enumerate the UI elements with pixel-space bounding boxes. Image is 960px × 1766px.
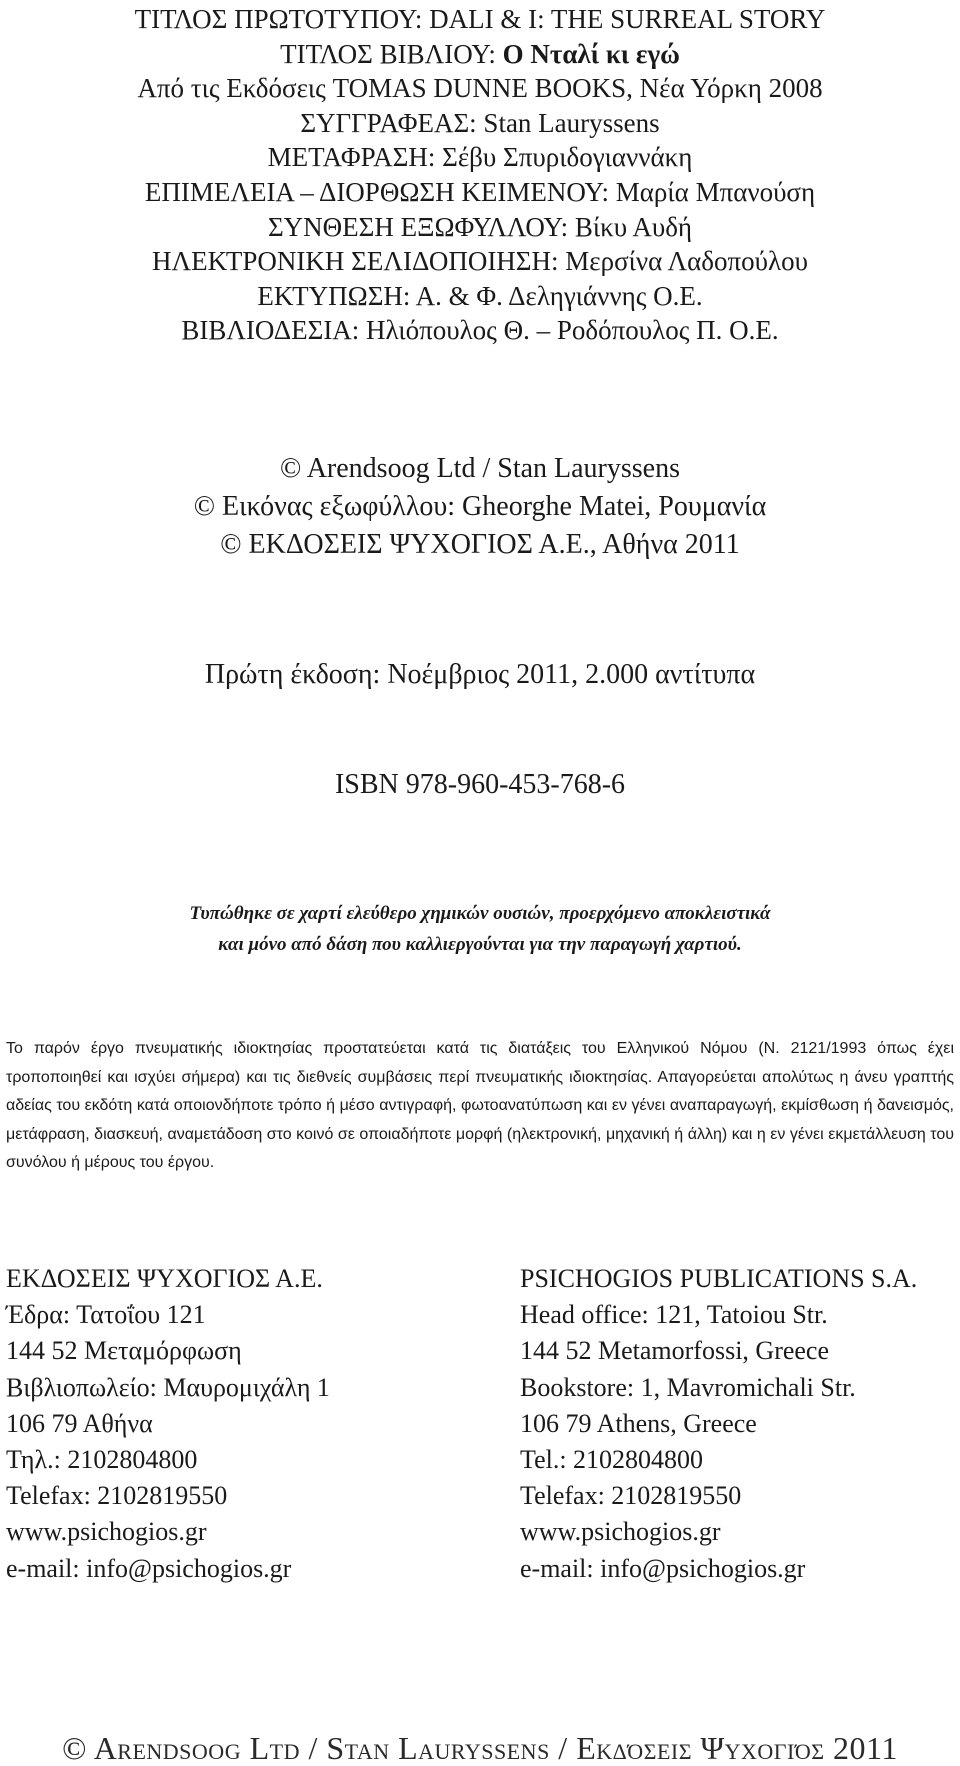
email-link-greek[interactable]: e-mail: info@psichogios.gr [6, 1553, 292, 1583]
bookstore-city-greek: 106 79 Αθήνα [6, 1408, 153, 1438]
head-office-greek: Έδρα: Τατοΐου 121 [6, 1300, 206, 1330]
paper-note-line: Τυπώθηκε σε χαρτί ελεύθερο χημικών ουσιών, προερχόμενο αποκλειστικά [189, 903, 771, 924]
paper-note-line: και μόνο από δάση που καλλιεργούνται για την παραγωγή χαρτιού. [218, 934, 742, 955]
book-title: Ο Νταλί κι εγώ [502, 38, 680, 69]
postal-code-greek: 144 52 Μεταμόρφωση [6, 1336, 242, 1366]
website-link-english[interactable]: www.psichogios.gr [520, 1517, 721, 1547]
bookstore-city-english: 106 79 Athens, Greece [520, 1408, 757, 1438]
footer-copyright: © Arendsoog Ltd / Stan Lauryssens / Εκδόσεις Ψυχογιός 2011 [62, 1730, 898, 1766]
first-edition-line: Πρώτη έκδοση: Νοέμβριος 2011, 2.000 αντίτυπα [204, 659, 756, 690]
postal-code-english: 144 52 Metamorfossi, Greece [520, 1336, 830, 1366]
publisher-name-english: PSICHOGIOS PUBLICATIONS S.A. [520, 1264, 918, 1293]
credit-typesetting: ΗΛΕΚΤΡΟΝΙΚΗ ΣΕΛΙΔΟΠΟΙΗΣΗ: Μερσίνα Λαδοπούλου [152, 246, 808, 277]
isbn-line: ISBN 978-960-453-768-6 [334, 769, 626, 800]
copyright-publisher: © ΕΚΔΟΣΕΙΣ ΨΥΧΟΓΙΟΣ Α.Ε., Αθήνα 2011 [220, 529, 740, 560]
credit-editor: ΕΠΙΜΕΛΕΙΑ – ΔΙΟΡΘΩΣΗ ΚΕΙΜΕΝΟΥ: Μαρία Μπανούση [144, 176, 816, 207]
credit-book-title-label: ΤΙΤΛΟΣ ΒΙΒΛΙΟΥ: [280, 38, 496, 69]
bookstore-english: Bookstore: 1, Mavromichali Str. [520, 1372, 856, 1402]
telefax-greek: Telefax: 2102819550 [6, 1481, 228, 1511]
telefax-english: Telefax: 2102819550 [520, 1481, 742, 1511]
bookstore-greek: Βιβλιοπωλείο: Μαυρομιχάλη 1 [6, 1372, 330, 1402]
credit-book-title [0, 37, 960, 72]
email-link-english[interactable]: e-mail: info@psichogios.gr [520, 1553, 806, 1583]
credit-cover-design: ΣΥΝΘΕΣΗ ΕΞΩΦΥΛΛΟΥ: Βίκυ Αυδή [267, 211, 693, 242]
credit-printing: ΕΚΤΥΠΩΣΗ: Α. & Φ. Δεληγιάννης Ο.Ε. [257, 280, 703, 311]
phone-english: Tel.: 2102804800 [520, 1445, 704, 1475]
credit-author: ΣΥΓΓΡΑΦΕΑΣ: Stan Lauryssens [300, 107, 660, 138]
copyright-block [0, 450, 960, 564]
website-link-greek[interactable]: www.psichogios.gr [6, 1517, 207, 1547]
copyright-cover-image: © Εικόνας εξωφύλλου: Gheorghe Matei, Ρουμανία [193, 491, 767, 522]
credit-binding: ΒΙΒΛΙΟΔΕΣΙΑ: Ηλιόπουλος Θ. – Ροδόπουλος Π. Ο.Ε. [181, 315, 779, 346]
publisher-address-english [520, 1261, 917, 1587]
legal-notice: Το παρόν έργο πνευματικής ιδιοκτησίας προστατεύεται κατά τις διατάξεις του Ελληνικού Νόμου (Ν. 2121/1993 όπως έχει τροποποιηθεί και ισχύει σήμερα) και τις διεθνείς συμβάσεις περί πνευματικής ιδιοκτησίας. Απαγορεύεται απολύτως η άνευ γραπτής αδείας του εκδότη κατά οποιονδήποτε τρόπο ή μέσο αντιγραφή, φωτοανατύπωση και εν γένει αναπαραγωγή, εκμίσθωση ή δανεισμός, μετάφραση, διασκευή, αναμετάδοση στο κοινό σε οποιαδήποτε μορφή (ηλεκτρονική, μηχανική ή άλλη) και η εν γένει εκμετάλλευση του συνόλου ή μέρους του έργου. [6, 1040, 954, 1171]
phone-greek: Τηλ.: 2102804800 [6, 1445, 198, 1475]
credit-translator: ΜΕΤΑΦΡΑΣΗ: Σέβυ Σπυριδογιαννάκη [267, 142, 693, 173]
copyright-author: © Arendsoog Ltd / Stan Lauryssens [279, 453, 680, 484]
credit-publisher-origin: Από τις Εκδόσεις TOMAS DUNNE BOOKS, Νέα Υόρκη 2008 [137, 73, 823, 104]
publisher-address-greek [6, 1261, 330, 1587]
paper-note [0, 898, 960, 960]
publisher-name-greek: ΕΚΔΟΣΕΙΣ ΨΥΧΟΓΙΟΣ Α.Ε. [6, 1264, 323, 1293]
credit-original-title: ΤΙΤΛΟΣ ΠΡΩΤΟΤΥΠΟΥ: DALI & I: THE SURREAL STORY [134, 4, 826, 34]
credits-block [0, 0, 960, 348]
head-office-english: Head office: 121, Tatoiou Str. [520, 1300, 828, 1330]
